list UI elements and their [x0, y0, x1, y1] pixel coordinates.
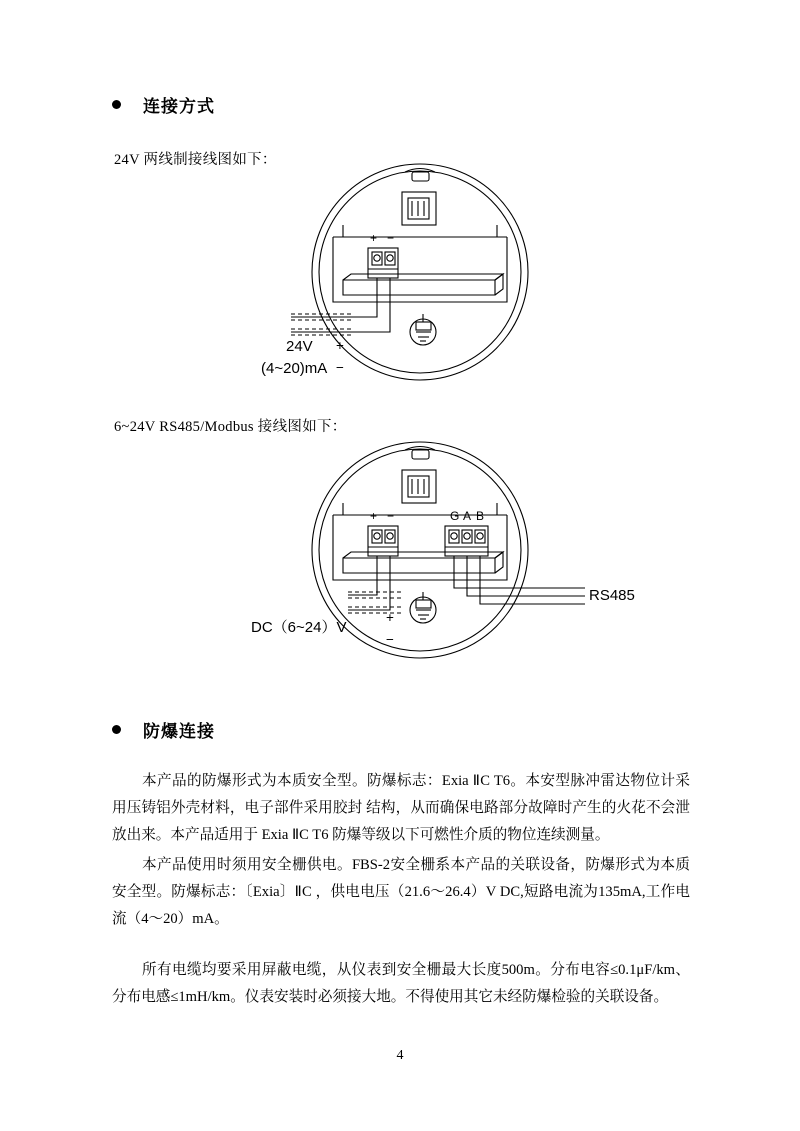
bullet-icon	[112, 725, 121, 734]
terminal-minus-label: −	[387, 509, 395, 523]
wire-plus-label: +	[386, 610, 394, 625]
wiring-diagram-rs485-svg	[255, 440, 675, 690]
paragraph-explosion-proof-type: 本产品的防爆形式为本质安全型。防爆标志：Exia ⅡC T6。本安型脉冲雷达物位计采用压铸铝外壳材料，电子部件采用胶封 结构，从而确保电路部分故障时产生的火花不会泄放出来。本产品适用于 Exia ⅡC T6 防爆等级以下可燃性介质的物位连续测量。	[112, 773, 690, 843]
section-heading-text: 连接方式	[143, 97, 215, 116]
wiring-diagram-rs485	[251, 440, 675, 690]
terminal-g-label: G	[450, 509, 460, 523]
paragraph-safety-barrier: 本产品使用时须用安全栅供电。FBS-2安全栅系本产品的关联设备，防爆形式为本质安全型。防爆标志：〔Exia〕ⅡC ，供电电压（21.6～26.4）V DC,短路电流为135mA,工作电流（4～20）mA。	[112, 857, 690, 927]
label-4-20ma: (4~20)mA	[261, 360, 328, 377]
terminal-minus-label: −	[387, 231, 395, 245]
label-dc-supply: DC（6~24）V	[251, 619, 347, 636]
paragraph-cables: 所有电缆均要采用屏蔽电缆，从仪表到安全栅最大长度500m。分布电容≤0.1μF/km、分布电感≤1mH/km。仪表安装时必须接大地。不得使用其它未经防爆检验的关联设备。	[112, 962, 690, 1005]
page-number: 4	[396, 1048, 404, 1063]
terminal-b-label: B	[476, 509, 485, 523]
wiring-diagram-24v	[255, 162, 555, 407]
terminal-plus-label: +	[370, 509, 378, 523]
section-heading-text: 防爆连接	[143, 722, 215, 741]
wire-plus-label: +	[336, 338, 344, 353]
label-rs485: RS485	[589, 587, 635, 604]
section-heading-connection	[112, 92, 215, 117]
section-heading-explosion-proof	[112, 717, 215, 742]
caption-24v-wiring: 24V 两线制接线图如下：	[114, 152, 277, 168]
wire-minus-label: −	[336, 360, 344, 375]
wire-minus-label: −	[386, 632, 394, 647]
label-24v: 24V	[286, 338, 313, 355]
bullet-icon	[112, 100, 121, 109]
terminal-plus-label: +	[370, 231, 378, 245]
terminal-a-label: A	[463, 509, 472, 523]
caption-rs485-wiring: 6~24V RS485/Modbus 接线图如下：	[114, 419, 347, 435]
